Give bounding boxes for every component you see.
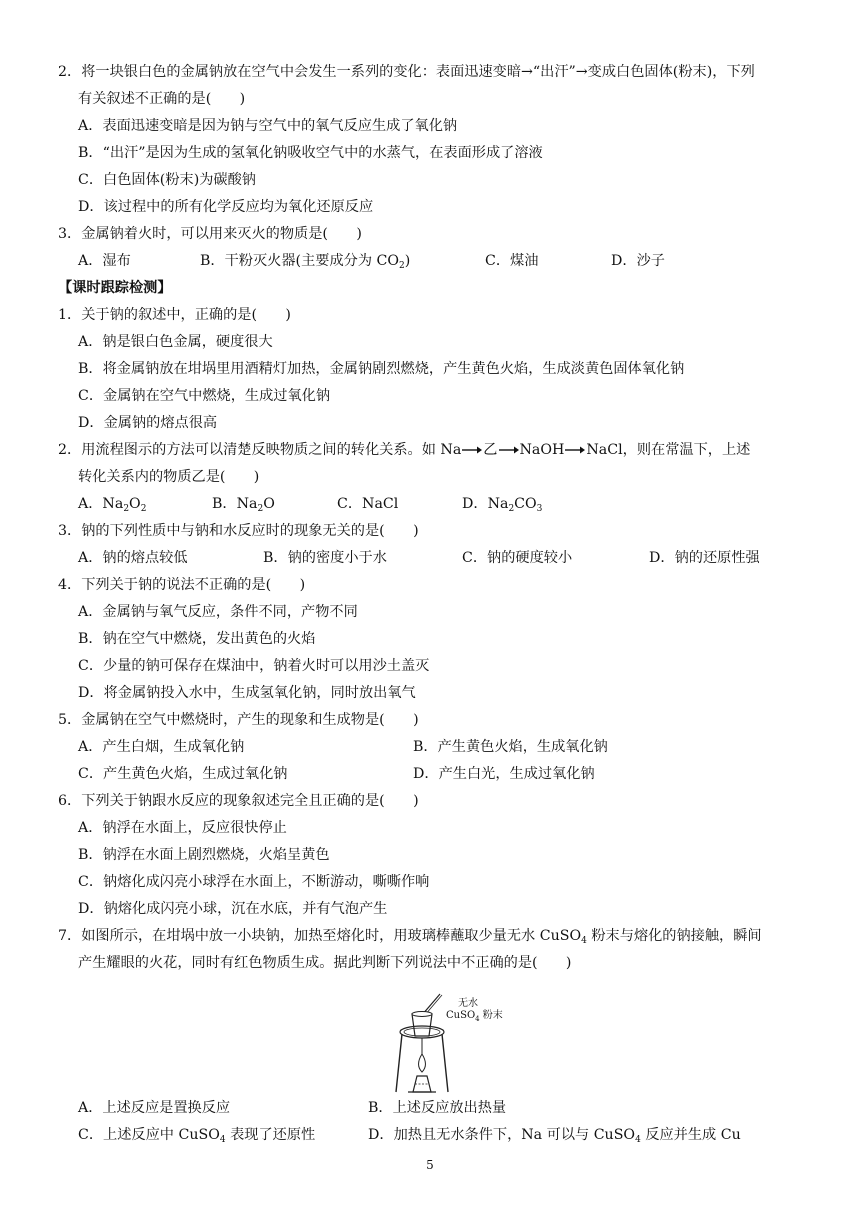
- question-5-option-a: A．产生白烟，生成氧化钠: [78, 739, 245, 755]
- question-6-option-c: C．钠熔化成闪亮小球浮在水面上，不断游动，嘶嘶作响: [78, 874, 430, 890]
- question-2a-option-b: B．“出汗”是因为生成的氢氧化钠吸收空气中的水蒸气，在表面形成了溶液: [78, 145, 543, 161]
- question-7-option-c: C．上述反应中 CuSO$_4$ 表现了还原性: [78, 1127, 316, 1145]
- question-2a-option-a: A．表面迅速变暗是因为钠与空气中的氧气反应生成了氧化钠: [78, 118, 458, 134]
- question-1-stem: 1．关于钠的叙述中，正确的是( ): [58, 307, 291, 323]
- question-2-option-d: D．$Na_2CO_3$: [462, 496, 543, 514]
- question-4-option-c: C．少量的钠可保存在煤油中，钠着火时可以用沙土盖灭: [78, 658, 430, 674]
- question-1-option-d: D．金属钠的熔点很高: [78, 415, 218, 431]
- question-5-option-b: B．产生黄色火焰，生成氧化钠: [413, 739, 608, 755]
- figure-label-line1: 无水: [458, 998, 478, 1009]
- question-6-option-b: B．钠浮在水面上剧烈燃烧，火焰呈黄色: [78, 847, 330, 863]
- question-2a-option-d: D．该过程中的所有化学反应均为氧化还原反应: [78, 199, 374, 215]
- question-7-option-b: B．上述反应放出热量: [368, 1100, 507, 1116]
- question-3a-option-d: D．沙子: [611, 253, 665, 269]
- figure-label-line2: CuSO$_4$ 粉末: [446, 1010, 503, 1023]
- question-3a-option-b: B．干粉灭火器(主要成分为 $CO_2$): [200, 253, 411, 271]
- question-7-option-a: A．上述反应是置换反应: [78, 1100, 231, 1116]
- question-6-stem: 6．下列关于钠跟水反应的现象叙述完全且正确的是( ): [58, 793, 419, 809]
- question-2a-option-c: C．白色固体(粉末)为碳酸钠: [78, 172, 256, 188]
- question-2a-stem-line1: 2．将一块银白色的金属钠放在空气中会发生一系列的变化：表面迅速变暗→“出汗”→变成白色固体(粉末)，下列: [58, 64, 755, 80]
- question-7-stem-line2: 产生耀眼的火花，同时有红色物质生成。据此判断下列说法中不正确的是( ): [78, 955, 572, 971]
- question-1-option-a: A．钠是银白色金属，硬度很大: [78, 334, 273, 350]
- question-6-option-a: A．钠浮在水面上，反应很快停止: [78, 820, 287, 836]
- section-title: 【课时跟踪检测】: [58, 280, 172, 296]
- question-3a-option-c: C．煤油: [485, 253, 539, 269]
- question-1-option-b: B．将金属钠放在坩埚里用酒精灯加热，金属钠剧烈燃烧，产生黄色火焰，生成淡黄色固体氧化钠: [78, 361, 685, 377]
- question-6-option-d: D．钠熔化成闪亮小球，沉在水底，并有气泡产生: [78, 901, 388, 917]
- question-5-option-d: D．产生白光，生成过氧化钠: [413, 766, 595, 782]
- question-3-option-c: C．钠的硬度较小: [462, 550, 573, 566]
- arrow-icon: [498, 445, 520, 455]
- question-4-option-b: B．钠在空气中燃烧，发出黄色的火焰: [78, 631, 316, 647]
- question-1-option-c: C．金属钠在空气中燃烧，生成过氧化钠: [78, 388, 331, 404]
- question-4-stem: 4．下列关于钠的说法不正确的是( ): [58, 577, 306, 593]
- question-3-option-a: A．钠的熔点较低: [78, 550, 188, 566]
- question-4-option-a: A．金属钠与氧气反应，条件不同，产物不同: [78, 604, 358, 620]
- question-3a-stem: 3．金属钠着火时，可以用来灭火的物质是( ): [58, 226, 362, 242]
- question-3-stem: 3．钠的下列性质中与钠和水反应时的现象无关的是( ): [58, 523, 419, 539]
- question-3-option-b: B．钠的密度小于水: [263, 550, 387, 566]
- question-4-option-d: D．将金属钠投入水中，生成氢氧化钠，同时放出氧气: [78, 685, 416, 701]
- question-5-stem: 5．金属钠在空气中燃烧时，产生的现象和生成物是( ): [58, 712, 419, 728]
- question-7-stem-line1: 7．如图所示，在坩埚中放一小块钠，加热至熔化时，用玻璃棒蘸取少量无水 CuSO$_4$ 粉末与熔化的钠接触，瞬间: [58, 928, 762, 946]
- question-5-option-c: C．产生黄色火焰，生成过氧化钠: [78, 766, 288, 782]
- question-3a-option-a: A．湿布: [78, 253, 131, 269]
- question-3-option-d: D．钠的还原性强: [649, 550, 760, 566]
- question-2a-stem-line2: 有关叙述不正确的是( ): [78, 91, 246, 107]
- arrow-icon: [564, 445, 586, 455]
- question-2-option-c: C．NaCl: [337, 496, 399, 512]
- question-2-stem-line1: 2．用流程图示的方法可以清楚反映物质之间的转化关系。如 Na 乙 NaOH NaCl，则在常温下，上述: [58, 442, 751, 458]
- question-7-option-d: D．加热且无水条件下，Na 可以与 CuSO$_4$ 反应并生成 Cu: [368, 1127, 741, 1145]
- question-2-option-a: A．$Na_2O_2$: [78, 496, 147, 514]
- question-2-stem-line2: 转化关系内的物质乙是( ): [78, 469, 260, 485]
- page-number: 5: [426, 1158, 434, 1172]
- question-2-option-b: B．$Na_2O$: [212, 496, 275, 514]
- arrow-icon: [461, 445, 483, 455]
